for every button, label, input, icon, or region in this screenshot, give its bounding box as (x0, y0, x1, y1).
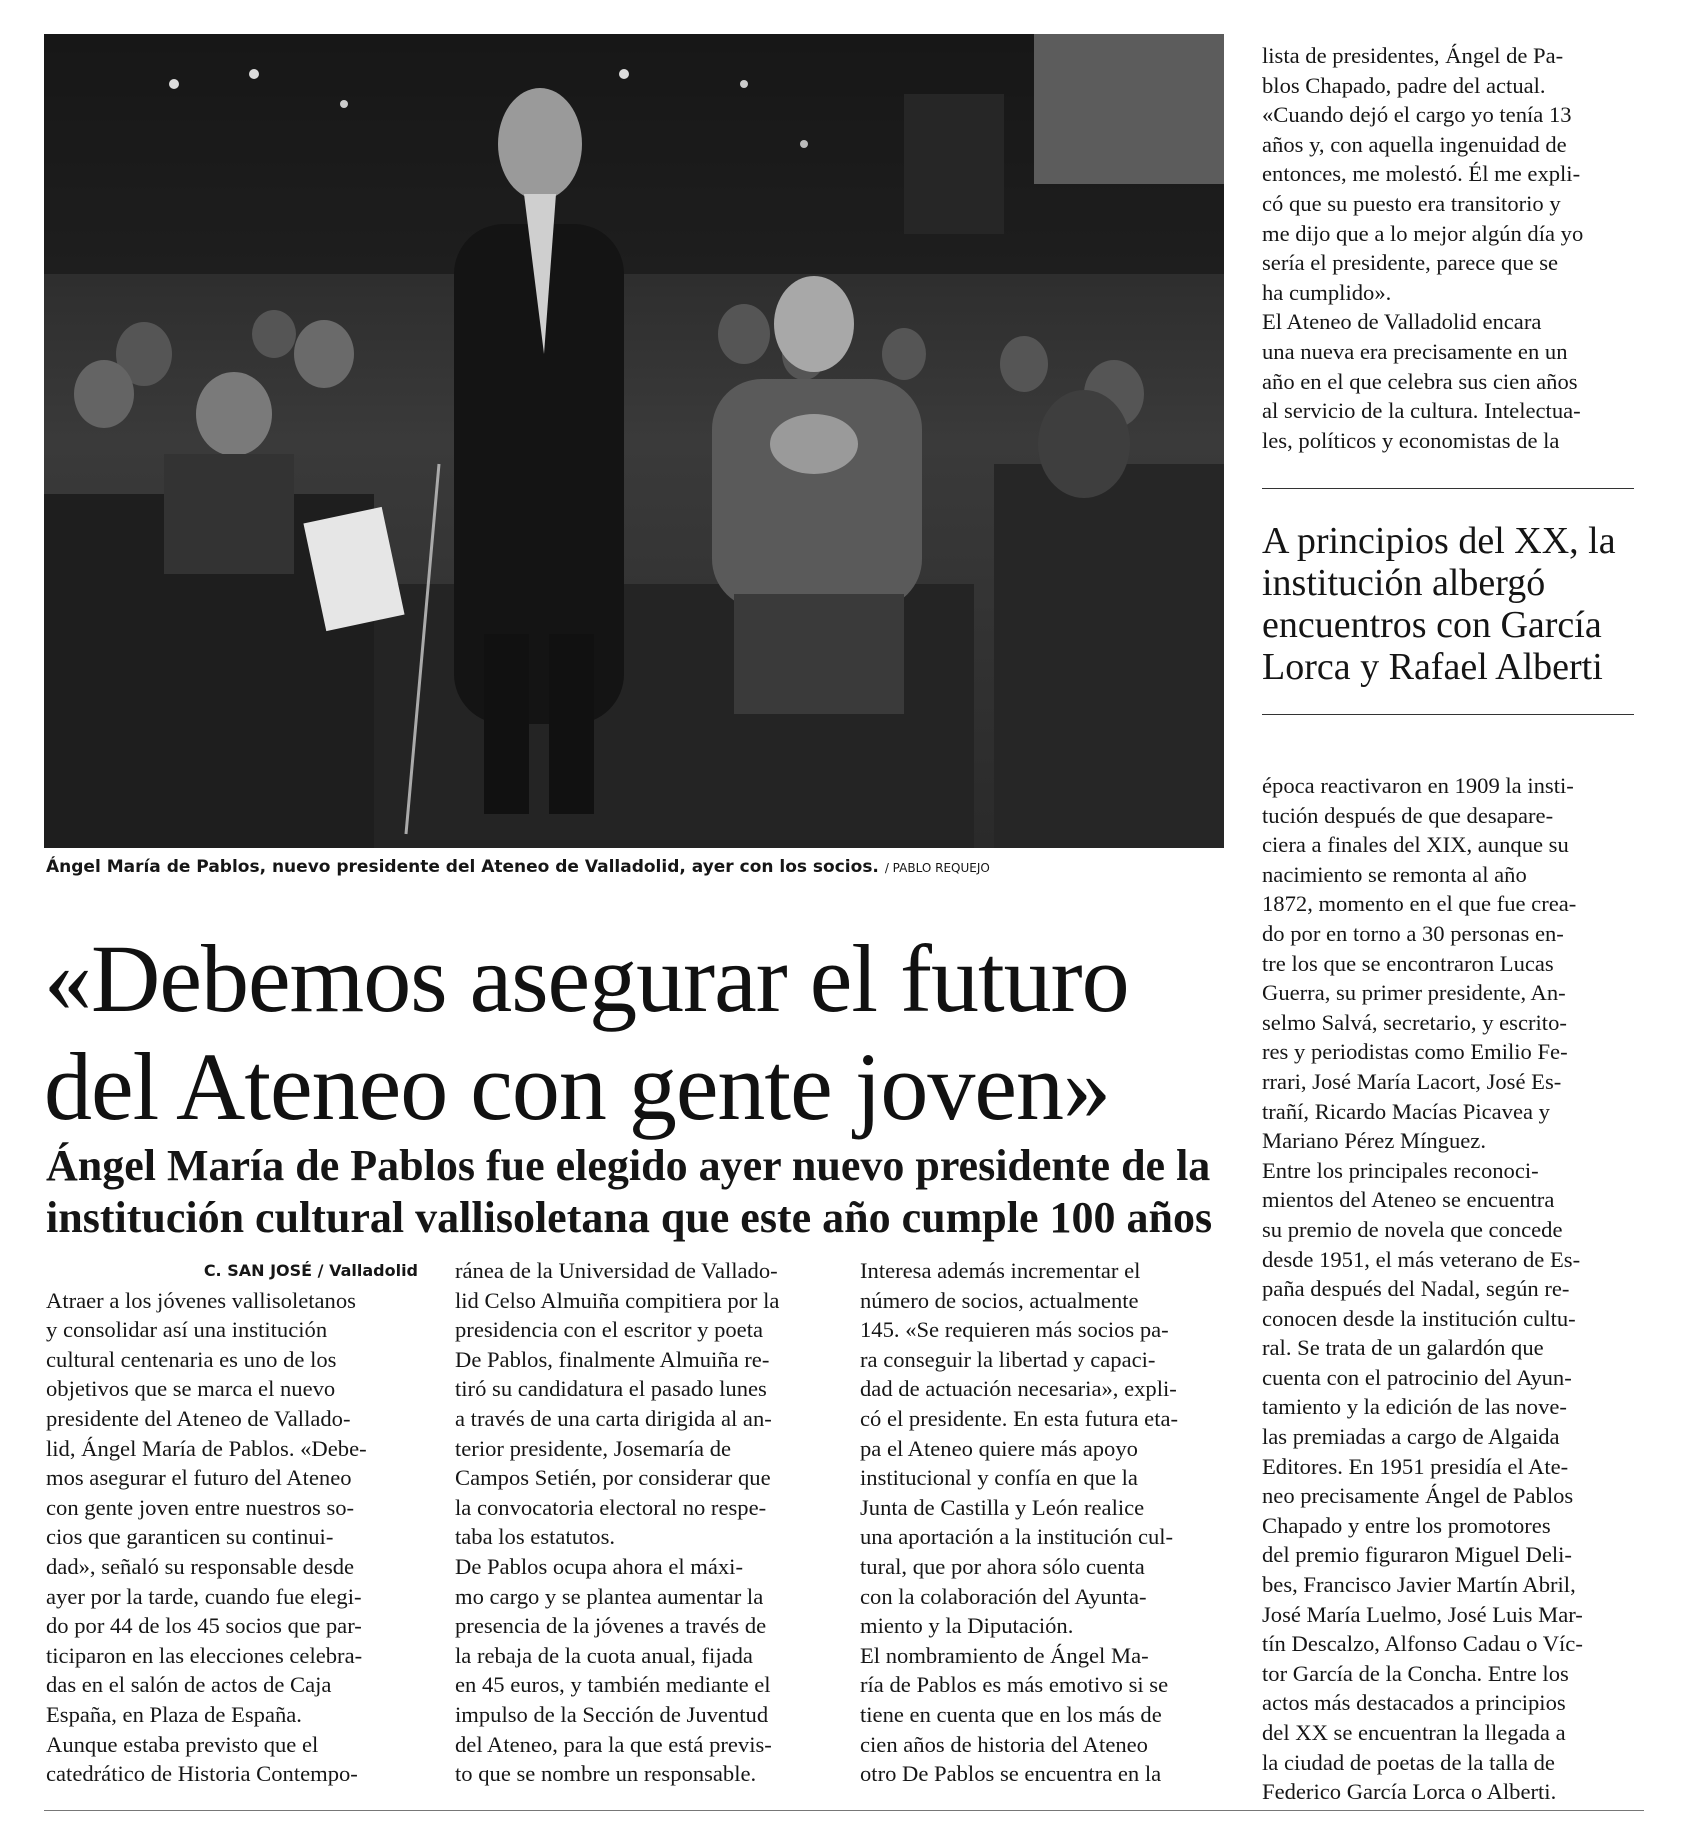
text-line: trañí, Ricardo Macías Picavea y (1262, 1098, 1550, 1124)
text-line: me dijo que a lo mejor algún día yo (1262, 220, 1584, 246)
text-line: otro De Pablos se encuentra en la (860, 1761, 1162, 1787)
text-line: rrari, José María Lacort, José Es- (1262, 1068, 1562, 1094)
photo-audience-icon (44, 34, 1224, 848)
text-line: mientos del Ateneo se encuentra (1262, 1187, 1555, 1213)
text-line: presidencia con el escritor y poeta (455, 1317, 764, 1343)
text-line: con la colaboración del Ayunta- (860, 1583, 1147, 1609)
text-line: una aportación a la institución cul- (860, 1524, 1174, 1550)
text-line: entonces, me molestó. Él me expli- (1262, 161, 1581, 187)
news-photo (44, 34, 1224, 848)
text-line: tre los que se encontraron Lucas (1262, 950, 1554, 976)
text-line: paña después del Nadal, según re- (1262, 1276, 1570, 1302)
text-line: neo precisamente Ángel de Pablos (1262, 1483, 1574, 1509)
text-line: selmo Salvá, secretario, y escrito- (1262, 1009, 1567, 1035)
subhead-line-1: Ángel María de Pablos fue elegido ayer nuevo presidente de la (46, 1141, 1211, 1190)
pullquote-top-rule (1262, 488, 1634, 489)
text-line: ránea de la Universidad de Vallado- (455, 1258, 778, 1283)
text-line: objetivos que se marca el nuevo (46, 1376, 336, 1402)
text-line: tín Descalzo, Alfonso Cadau o Víc- (1262, 1631, 1583, 1657)
text-line: España, en Plaza de España. (46, 1701, 302, 1727)
text-line: ral. Se trata de un galardón que (1262, 1335, 1544, 1361)
text-line: blos Chapado, padre del actual. (1262, 72, 1546, 98)
text-line: presencia de la jóvenes a través de (455, 1613, 767, 1639)
article-column-2 (455, 1256, 825, 1789)
text-line: Mariano Pérez Mínguez. (1262, 1128, 1486, 1154)
text-line: al servicio de la cultura. Intelectua- (1262, 398, 1581, 424)
headline (44, 925, 1244, 1141)
article-column-4-top (1262, 41, 1634, 455)
text-line: tural, que por ahora sólo cuenta (860, 1553, 1145, 1579)
text-line: lid, Ángel María de Pablos. «Debe- (46, 1435, 367, 1461)
text-line: Guerra, su primer presidente, An- (1262, 980, 1566, 1006)
text-line: Federico García Lorca o Alberti. (1262, 1779, 1557, 1805)
text-line: do por 44 de los 45 socios que par- (46, 1613, 362, 1639)
text-line: res y periodistas como Emilio Fe- (1262, 1039, 1568, 1065)
text-line: dad», señaló su responsable desde (46, 1553, 355, 1579)
text-line: mos asegurar el futuro del Ateneo (46, 1465, 352, 1491)
text-line: las premiadas a cargo de Algaida (1262, 1424, 1560, 1450)
text-line: sería el presidente, parece que se (1262, 250, 1559, 276)
text-line: año en el que celebra sus cien años (1262, 368, 1578, 394)
text-line: cien años de historia del Ateneo (860, 1731, 1148, 1757)
text-line: nacimiento se remonta al año (1262, 861, 1527, 887)
text-line: De Pablos, finalmente Almuiña re- (455, 1346, 770, 1372)
text-line: 145. «Se requieren más socios pa- (860, 1317, 1169, 1343)
article-column-4-bottom (1262, 771, 1634, 1807)
text-line: dad de actuación necesaria», expli- (860, 1376, 1177, 1402)
text-line: Interesa además incrementar el (860, 1258, 1141, 1283)
text-line: la ciudad de poetas de la talla de (1262, 1749, 1555, 1775)
text-line: una nueva era precisamente en un (1262, 338, 1568, 364)
text-line: conocen desde la institución cultu- (1262, 1305, 1576, 1331)
text-line: número de socios, actualmente (860, 1287, 1139, 1313)
subheadline (46, 1140, 1246, 1244)
text-line: do por en torno a 30 personas en- (1262, 920, 1564, 946)
text-line: en 45 euros, y también mediante el (455, 1672, 771, 1698)
text-line: El Ateneo de Valladolid encara (1262, 309, 1542, 335)
text-line: ra conseguir la libertad y capaci- (860, 1346, 1156, 1372)
text-line: bes, Francisco Javier Martín Abril, (1262, 1572, 1576, 1598)
text-line: lid Celso Almuiña compitiera por la (455, 1287, 780, 1313)
text-line: Junta de Castilla y León realice (860, 1494, 1145, 1520)
text-line: del Ateneo, para la que está previs- (455, 1731, 772, 1757)
text-line: tución después de que desapare- (1262, 802, 1554, 828)
text-line: có que su puesto era transitorio y (1262, 190, 1561, 216)
pullquote-line: institución albergó (1262, 562, 1546, 604)
text-line: institucional y confía en que la (860, 1465, 1138, 1491)
text-line: to que se nombre un responsable. (455, 1761, 757, 1787)
article-column-1 (46, 1256, 418, 1789)
text-line: Aunque estaba previsto que el (46, 1731, 319, 1757)
headline-line-1: «Debemos asegurar el futuro (44, 925, 1129, 1032)
text-line: lista de presidentes, Ángel de Pa- (1262, 43, 1564, 68)
text-line: ciera a finales del XIX, aunque su (1262, 832, 1569, 858)
text-line: José María Luelmo, José Luis Mar- (1262, 1601, 1583, 1627)
text-line: tiró su candidatura el pasado lunes (455, 1376, 767, 1402)
text-line: cios que garanticen su continui- (46, 1524, 334, 1550)
photo-caption (46, 857, 1226, 885)
pullquote-line: Lorca y Rafael Alberti (1262, 646, 1603, 688)
page-bottom-rule (44, 1810, 1644, 1811)
text-line: cuenta con el patrocinio del Ayun- (1262, 1364, 1572, 1390)
text-line: Chapado y entre los promotores (1262, 1512, 1551, 1538)
text-line: «Cuando dejó el cargo yo tenía 13 (1262, 102, 1572, 128)
text-line: ticiparon en las elecciones celebra- (46, 1642, 363, 1668)
text-line: Atraer a los jóvenes vallisoletanos (46, 1287, 356, 1313)
text-line: tiene en cuenta que en los más de (860, 1701, 1162, 1727)
text-line: tor García de la Concha. Entre los (1262, 1660, 1569, 1686)
photo-credit: / PABLO REQUEJO (884, 861, 990, 875)
text-line: ría de Pablos es más emotivo si se (860, 1672, 1169, 1698)
text-line: presidente del Ateneo de Vallado- (46, 1405, 351, 1431)
text-line: miento y la Diputación. (860, 1613, 1074, 1639)
byline: C. SAN JOSÉ / Valladolid (203, 1261, 418, 1280)
text-line: con gente joven entre nuestros so- (46, 1494, 355, 1520)
text-line: época reactivaron en 1909 la insti- (1262, 773, 1574, 798)
text-line: les, políticos y economistas de la (1262, 427, 1560, 453)
text-line: ayer por la tarde, cuando fue elegi- (46, 1583, 362, 1609)
text-line: das en el salón de actos de Caja (46, 1672, 332, 1698)
text-line: pa el Ateneo quiere más apoyo (860, 1435, 1138, 1461)
caption-text: Ángel María de Pablos, nuevo presidente del Ateneo de Valladolid, ayer con los socios. (46, 857, 879, 877)
text-line: Campos Setién, por considerar que (455, 1465, 771, 1491)
text-line: Editores. En 1951 presidía el Ate- (1262, 1453, 1569, 1479)
text-line: catedrático de Historia Contempo- (46, 1761, 358, 1787)
text-line: desde 1951, el más veterano de Es- (1262, 1246, 1581, 1272)
text-line: la rebaja de la cuota anual, fijada (455, 1642, 753, 1668)
text-line: có el presidente. En esta futura eta- (860, 1405, 1179, 1431)
pullquote-bottom-rule (1262, 714, 1634, 715)
subhead-line-2: institución cultural vallisoletana que este año cumple 100 años (46, 1193, 1213, 1242)
text-line: tamiento y la edición de las nove- (1262, 1394, 1567, 1420)
text-line: El nombramiento de Ángel Ma- (860, 1642, 1149, 1668)
text-line: del XX se encuentran la llegada a (1262, 1720, 1566, 1745)
text-line: del premio figuraron Miguel Deli- (1262, 1542, 1572, 1568)
text-line: y consolidar así una institución (46, 1317, 328, 1343)
text-line: años y, con aquella ingenuidad de (1262, 131, 1567, 157)
text-line: mo cargo y se plantea aumentar la (455, 1583, 764, 1609)
text-line: actos más destacados a principios (1262, 1690, 1566, 1716)
pullquote-line: A principios del XX, la (1262, 520, 1616, 562)
text-line: terior presidente, Josemaría de (455, 1435, 732, 1461)
text-line: su premio de novela que concede (1262, 1216, 1563, 1242)
pullquote-line: encuentros con García (1262, 604, 1602, 646)
text-line: impulso de la Sección de Juventud (455, 1701, 769, 1727)
text-line: taba los estatutos. (455, 1524, 616, 1550)
text-line: cultural centenaria es uno de los (46, 1346, 337, 1372)
text-line: Entre los principales reconoci- (1262, 1157, 1539, 1183)
pullquote (1262, 520, 1642, 688)
text-line: ha cumplido». (1262, 279, 1392, 305)
text-line: la convocatoria electoral no respe- (455, 1494, 767, 1520)
text-line: a través de una carta dirigida al an- (455, 1405, 772, 1431)
article-column-3 (860, 1256, 1232, 1789)
headline-line-2: del Ateneo con gente joven» (44, 1033, 1110, 1140)
text-line: 1872, momento en el que fue crea- (1262, 891, 1577, 917)
text-line: De Pablos ocupa ahora el máxi- (455, 1553, 743, 1579)
